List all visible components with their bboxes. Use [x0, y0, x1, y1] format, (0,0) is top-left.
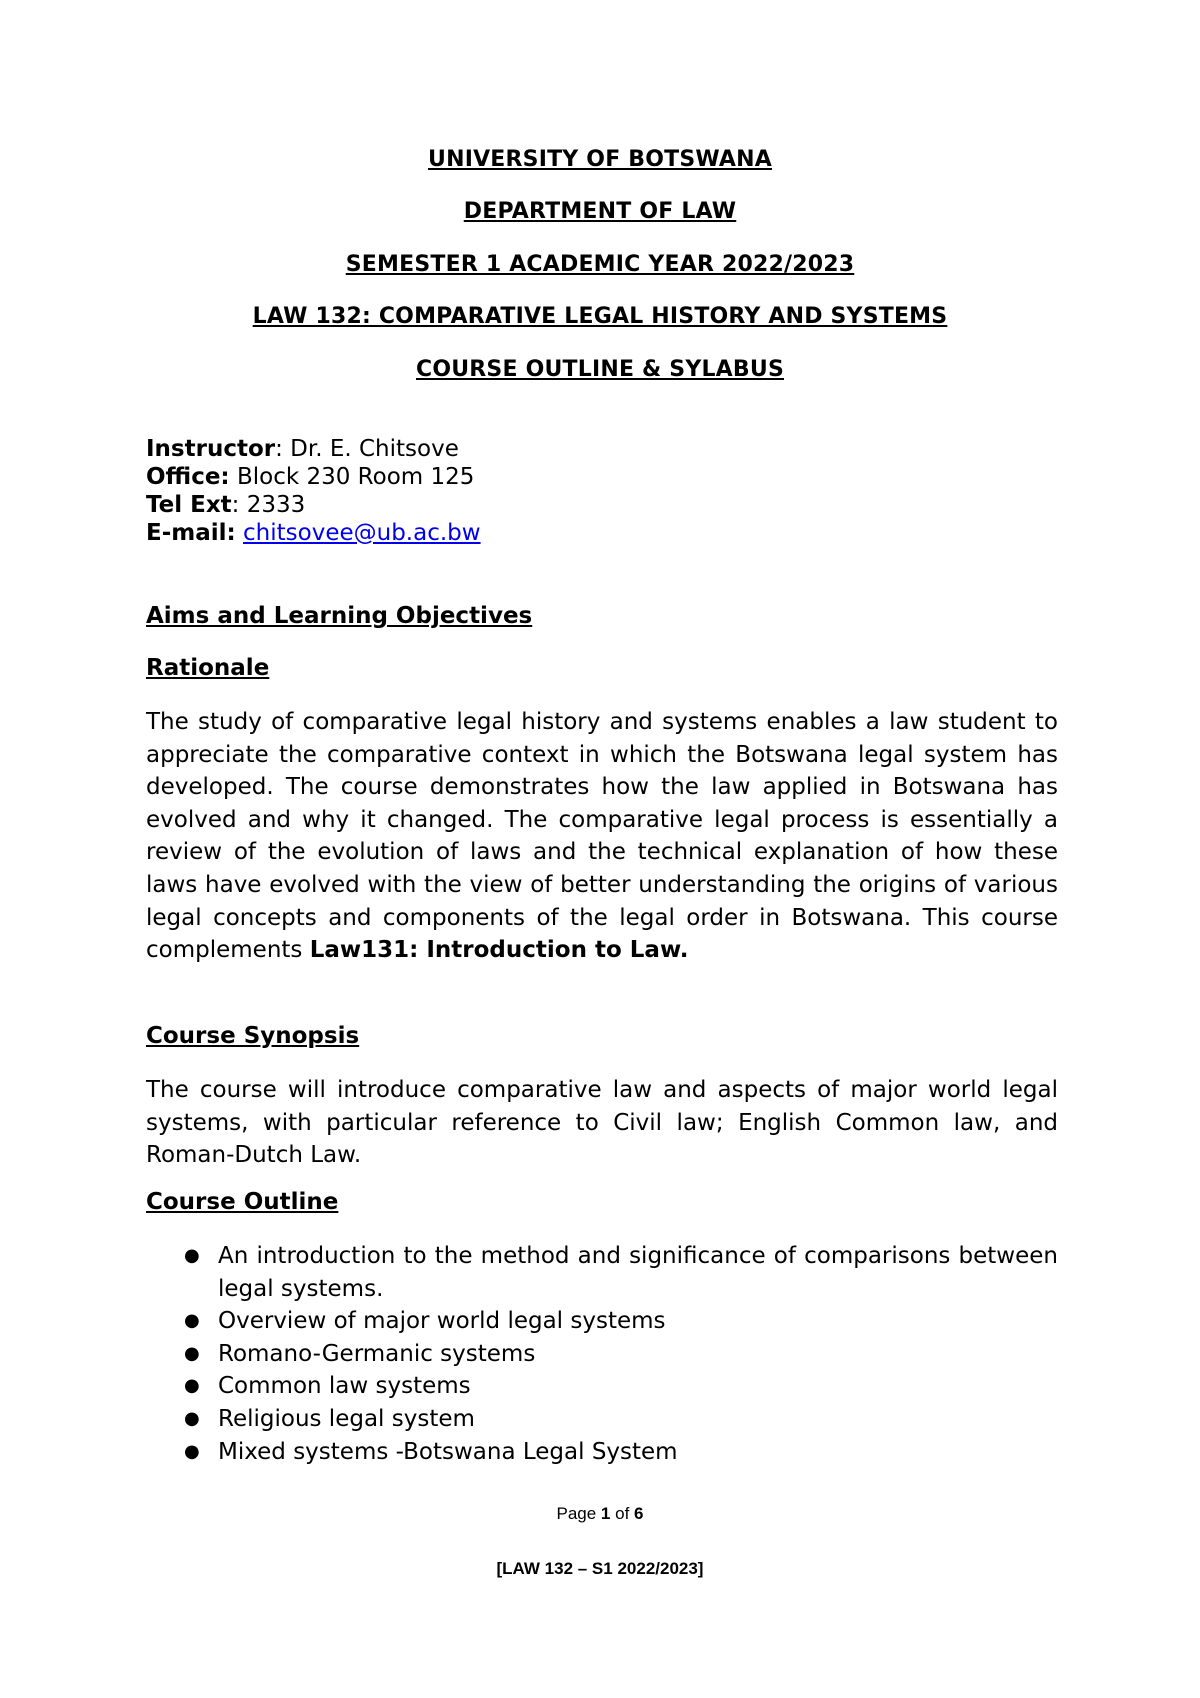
page-word: Page [556, 1504, 597, 1523]
synopsis-paragraph: The course will introduce comparative law and aspects of major world legal systems, with particular reference to Civil law; English Common law, and Roman-Dutch Law. [146, 1077, 1058, 1169]
office-value: Block 230 Room 125 [229, 464, 475, 490]
aims-heading: Aims and Learning Objectives [146, 603, 533, 629]
rationale-paragraph [146, 706, 1058, 967]
bullet-icon: ● [184, 1440, 200, 1462]
office-label: Office: [146, 464, 230, 490]
rationale-text: The study of comparative legal history and systems enables a law student to appreciate the comparative context in which the Botswana legal system has developed. The course demonstrates how the law applied in Botswana has evolved and why it changed. The comparative legal process is essentially a review of the evolution of laws and the technical explanation of how these laws have evolved with the view of better understanding the origins of various legal concepts and components of the legal order in Botswana. This course complements [146, 709, 1058, 964]
list-item: ● Common law systems [146, 1370, 1058, 1403]
rationale-heading: Rationale [146, 655, 270, 681]
list-item: ● Overview of major world legal systems [146, 1305, 1058, 1338]
of-word: of [615, 1504, 630, 1523]
instructor-line [146, 435, 481, 463]
semester-title: SEMESTER 1 ACADEMIC YEAR 2022/2023 [345, 252, 855, 277]
bullet-icon: ● [184, 1245, 200, 1266]
page-number [0, 1504, 1200, 1524]
bullet-icon: ● [184, 1407, 200, 1429]
list-item: ● An introduction to the method and significance of comparisons between legal systems. [146, 1240, 1058, 1305]
total-pages: 6 [634, 1504, 644, 1523]
instructor-label: Instructor [146, 436, 276, 462]
email-line [146, 519, 481, 547]
bullet-icon: ● [184, 1375, 200, 1397]
synopsis-heading: Course Synopsis [146, 1023, 360, 1049]
list-item: ● Romano-Germanic systems [146, 1338, 1058, 1371]
outline-list [146, 1240, 1058, 1468]
footer-reference: [LAW 132 – S1 2022/2023] [496, 1559, 704, 1578]
tel-value: : 2333 [231, 492, 306, 518]
document-title: COURSE OUTLINE & SYLABUS [415, 357, 784, 382]
email-label: E-mail: [146, 520, 236, 546]
list-item: ● Religious legal system [146, 1403, 1058, 1436]
department-title: DEPARTMENT OF LAW [463, 199, 737, 224]
rationale-bold-reference: Law131: Introduction to Law. [309, 937, 689, 964]
email-link[interactable]: chitsovee@ub.ac.bw [243, 520, 481, 546]
bullet-icon: ● [184, 1310, 200, 1332]
course-title: LAW 132: COMPARATIVE LEGAL HISTORY AND SYSTEMS [252, 304, 948, 329]
tel-label: Tel Ext [146, 492, 232, 518]
bullet-icon: ● [184, 1342, 200, 1364]
outline-heading: Course Outline [146, 1189, 339, 1215]
tel-line [146, 491, 481, 519]
instructor-value: : Dr. E. Chitsove [275, 436, 459, 462]
current-page: 1 [600, 1504, 611, 1523]
contact-block [146, 435, 481, 547]
list-item: ● Mixed systems -Botswana Legal System [146, 1436, 1058, 1469]
office-line [146, 463, 481, 491]
university-title: UNIVERSITY OF BOTSWANA [428, 147, 772, 172]
